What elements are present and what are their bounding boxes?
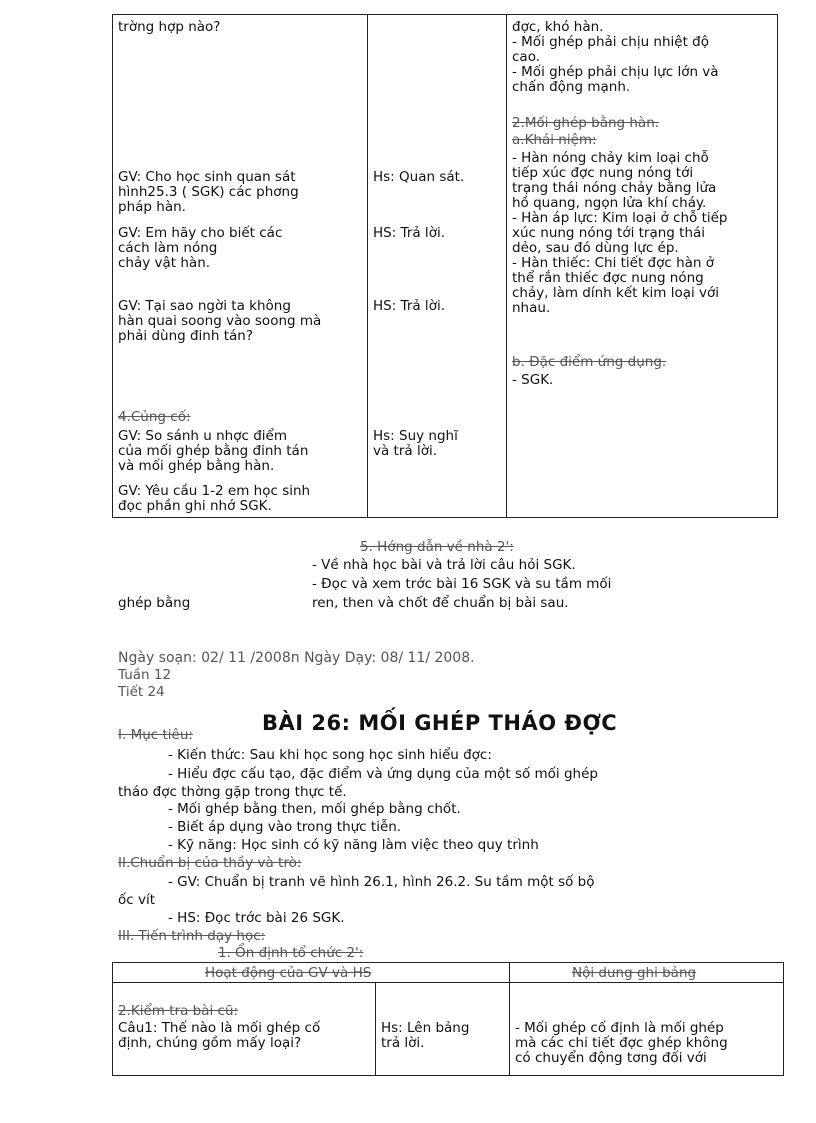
col1-gv-observe: GV: Cho học sinh quan sát hình25.3 ( SGK) các phơng pháp hàn. xyxy=(118,169,299,215)
col2-hs-answer-1: HS: Trả lời. xyxy=(373,225,445,241)
col1-gv-methods: GV: Em hãy cho biết các cách làm nóng chảy vật hàn. xyxy=(118,225,283,271)
col2-hs-answer-2: HS: Trả lời. xyxy=(373,298,445,314)
objective-apply: - Biết áp dụng vào trong thực tiễn. xyxy=(168,819,402,835)
check-old-lesson-heading: 2.Kiểm tra bài cũ: xyxy=(118,1003,239,1019)
objective-knowledge: - Kiến thức: Sau khi học song học sinh hiểu đợc: xyxy=(168,747,492,763)
organization-heading: 1. Ổn định tổ chức 2': xyxy=(218,945,364,961)
prep-gv-line-2: ốc vít xyxy=(118,892,156,908)
old-lesson-hs-answer: Hs: Lên bảng trả lời. xyxy=(381,1020,470,1051)
cung-co-heading: 4.Củng cố: xyxy=(118,409,191,425)
prep-hs: - HS: Đọc trớc bài 26 SGK. xyxy=(168,910,345,926)
preparation-heading: II.Chuẩn bị của thầy và trò: xyxy=(118,855,302,871)
col3-sgk: - SGK. xyxy=(512,372,554,388)
objectives-heading: I. Mục tiêu: xyxy=(118,727,193,743)
col1-top-text: trờng hợp nào? xyxy=(118,19,221,35)
col3-heading-welding: 2.Mối ghép bằng hàn. xyxy=(512,115,660,131)
homework-line-1: - Về nhà học bài và trả lời câu hỏi SGK. xyxy=(312,557,576,573)
col2-hs-observe: Hs: Quan sát. xyxy=(373,169,465,185)
homework-line-2: - Đọc và xem trớc bài 16 SGK và su tầm mối xyxy=(312,576,612,592)
homework-line-3-right: ren, then và chốt để chuẩn bị bài sau. xyxy=(312,595,569,611)
objective-understand-2: tháo đợc thờng gặp trong thực tế. xyxy=(118,784,347,800)
col1-gv-compare: GV: So sánh u nhợc điểm của mối ghép bằng đinh tán và mối ghép bằng hàn. xyxy=(118,428,309,474)
objective-understand-1: - Hiểu đợc cấu tạo, đặc điểm và ứng dụng của một số mối ghép xyxy=(168,766,598,782)
objective-joint: - Mối ghép bằng then, mối ghép bằng chốt. xyxy=(168,801,461,817)
objective-skill: - Kỹ năng: Học sinh có kỹ năng làm việc theo quy trình xyxy=(168,837,539,853)
old-lesson-answer: - Mối ghép cố định là mối ghép mà các chi tiết đợc ghép không có chuyển động tơng đối với xyxy=(515,1020,728,1066)
col3-welding-types: - Hàn nóng chảy kim loại chỗ tiếp xúc đợc nung nóng tới trạng thái nóng chảy bằng lửa hồ quang, ngọn lửa khí cháy. - Hàn áp lực: Kim loại ở chỗ tiếp xúc nung nóng tới trạng thái dẻo, sau đó dùng lực ép. - Hàn thiếc: Chi tiết đợc hàn ở thể rắn thiếc đợc nung nóng chảy, làm dính kết kim loại với nhau. xyxy=(512,150,728,316)
old-lesson-question: Câu1: Thế nào là mối ghép cố định, chúng gồm mấy loại? xyxy=(118,1020,321,1051)
prep-gv-line-1: - GV: Chuẩn bị tranh vẽ hình 26.1, hình 26.2. Su tầm một số bộ xyxy=(168,874,595,890)
col1-gv-why: GV: Tại sao ngời ta không hàn quai soong vào soong mà phải dùng đinh tán? xyxy=(118,298,322,344)
lesson-week: Tuần 12 xyxy=(118,667,172,683)
table2-header-content: Nội dung ghi bảng xyxy=(572,965,697,981)
lesson-title: BÀI 26: MỐI GHÉP THÁO ĐỢC xyxy=(262,711,618,735)
process-heading: III. Tiến trình dạy học: xyxy=(118,928,266,944)
col1-gv-read: GV: Yêu cầu 1-2 em học sinh đọc phần ghi nhớ SGK. xyxy=(118,483,311,514)
lesson-period: Tiết 24 xyxy=(118,684,165,700)
col2-hs-think: Hs: Suy nghĩ và trả lời. xyxy=(373,428,458,459)
col3-heading-features: b. Đặc điểm ứng dụng. xyxy=(512,354,667,370)
lesson-dates: Ngày soạn: 02/ 11 /2008n Ngày Dạy: 08/ 11/ 2008. xyxy=(118,650,475,666)
homework-line-3-left: ghép bằng xyxy=(118,595,191,611)
homework-heading: 5. Hớng dẫn về nhà 2': xyxy=(360,539,514,555)
col3-top-text: đợc, khó hàn. - Mối ghép phải chịu nhiệt độ cao. - Mối ghép phải chịu lực lớn và chấn động mạnh. xyxy=(512,19,719,95)
table2-header-activity: Hoạt động của GV và HS xyxy=(205,965,372,981)
col3-heading-concept: a.Khái niệm: xyxy=(512,132,597,148)
